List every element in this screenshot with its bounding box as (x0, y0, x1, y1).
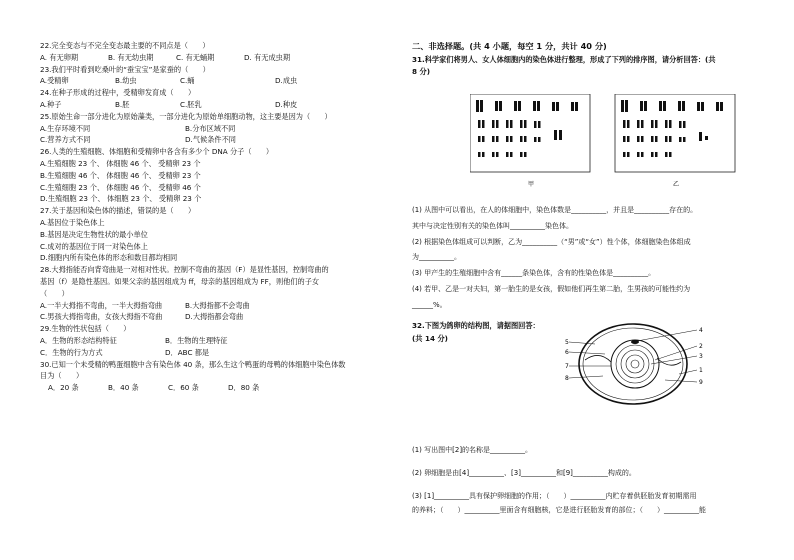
option: A. 有无卵期 (40, 52, 79, 62)
question-28-options-cd (40, 313, 390, 320)
left-column (40, 42, 390, 396)
question-23-options (40, 77, 390, 84)
q31-sub2b: 为__________。 (412, 253, 461, 262)
option: D.细胞内所有染色体的形态和数目都均相同 (40, 253, 178, 263)
egg-label-6: 6 (565, 349, 569, 356)
q31-sub4b: ______%。 (412, 300, 447, 309)
option: B.大拇指都不会弯曲 (185, 300, 250, 310)
q32-subquestions (412, 446, 764, 523)
q31-sub1: (1) 从图中可以看出，在人的体细胞中，染色体数是__________，并且是__________存在的。 (412, 206, 698, 214)
question-22: 22.完全变态与不完全变态最主要的不同点是（ ） (40, 41, 210, 50)
option: C.生殖细胞 23 个、 体细胞 46 个、 受精卵 46 个 (40, 182, 201, 192)
question-24-options (40, 101, 390, 108)
q31-sub4: (4) 若甲、乙是一对夫妇，第一胎生的是女孩，假如他们再生第二胎，生男孩的可能性约为 (412, 284, 691, 293)
q32-sub1: (1) 写出图中[2]的名称是__________。 (412, 446, 533, 454)
karyotype-label-b: 乙 (673, 181, 680, 188)
question-28-line2: 基因（f）是隐性基因。如果父亲的基因组成为 ff，母亲的基因组成为 FF，则他们的子女 (40, 276, 320, 286)
option: C.胚乳 (180, 99, 202, 109)
option: A.种子 (40, 99, 62, 109)
q31-subquestions (412, 206, 764, 317)
option: D.气候条件不同 (185, 135, 236, 145)
question-25-options-cd (40, 136, 390, 143)
option: D.成虫 (275, 76, 298, 86)
q31-sub1b: 其中与决定性别有关的染色体叫__________染色体。 (412, 221, 573, 230)
karyotype-label-a: 甲 (528, 181, 535, 188)
option: C.成对的基因位于同一对染色体上 (40, 241, 148, 251)
question-28-options-ab (40, 302, 390, 309)
question-24: 24.在种子形成的过程中，受精卵发育成（ ） (40, 88, 196, 98)
question-25-options-ab (40, 125, 390, 132)
egg-label-3: 3 (699, 353, 703, 360)
q32-sub2: (2) 卵细胞是由[4]__________、[3]__________和[9]__________构成的。 (412, 468, 636, 477)
question-29-options-ab (40, 337, 390, 344)
option: D.大拇指都会弯曲 (185, 312, 244, 322)
option: B. 有无幼虫期 (108, 52, 154, 62)
option: C.蛹 (180, 76, 195, 86)
option: B.生殖细胞 46 个、 体细胞 46 个、 受精卵 23 个 (40, 170, 201, 180)
egg-label-4: 4 (699, 327, 703, 334)
option: C．生物的行为方式 (40, 347, 103, 357)
egg-label-8: 8 (565, 375, 569, 382)
egg-labels-right (699, 327, 703, 386)
option: D. 有无成虫期 (244, 52, 291, 62)
question-31-line2: 8 分) (412, 67, 430, 76)
option: D．ABC 都是 (165, 347, 210, 357)
egg-labels-left (565, 339, 569, 382)
option: B．生物的生理特征 (165, 335, 228, 345)
question-30-options (40, 384, 390, 391)
option: B.分布区域不同 (185, 123, 236, 133)
option: B.基因是决定生物性状的最小单位 (40, 229, 148, 239)
option: A．生物的形态结构特征 (40, 335, 117, 345)
section-heading: 二、非选择题。(共 4 小题，每空 1 分，共计 40 分) (412, 41, 607, 51)
option: D.生殖细胞 23 个、 体细胞 23 个、 受精卵 23 个 (40, 194, 202, 204)
option: C.男孩大拇指弯曲，女孩大拇指不弯曲 (40, 312, 163, 322)
option: A.一半大拇指不弯曲，一半大拇指弯曲 (40, 300, 163, 310)
option: C．60 条 (168, 383, 199, 393)
option: A.生殖细胞 23 个、 体细胞 46 个、 受精卵 23 个 (40, 158, 201, 168)
question-28-line3: （ ） (40, 288, 69, 298)
question-28-line1: 28.大拇指能否向背弯曲是一对相对性状。控制不弯曲的基因（F）是显性基因，控制弯曲的 (40, 265, 329, 275)
question-27: 27.关于基因和染色体的描述，错误的是（ ） (40, 206, 196, 216)
option: B．40 条 (108, 383, 139, 393)
q31-sub3: (3) 甲产生的生殖细胞中含有______条染色体，含有的性染色体是__________。 (412, 269, 656, 277)
karyotype-box-b (615, 94, 735, 172)
egg-label-5: 5 (565, 339, 569, 346)
egg-label-2: 2 (699, 343, 703, 350)
question-26: 26.人类的生殖细胞、体细胞和受精卵中各含有多少个 DNA 分子（ ） (40, 147, 274, 157)
question-25: 25.原始生命一部分进化为原始藻类，一部分进化为原始单细胞动物，这主要是因为（ ） (40, 111, 332, 121)
egg-label-7: 7 (565, 363, 569, 370)
option: B.幼虫 (115, 76, 137, 86)
egg-label-1: 1 (699, 367, 703, 374)
egg-label-9: 9 (699, 379, 703, 386)
question-30-line2: 目为（ ） (40, 371, 84, 381)
option: A．20 条 (48, 383, 79, 393)
question-23: 23.我们平时看到吃桑叶的“蚕宝宝”是家蚕的（ ） (40, 64, 210, 74)
option: C. 有无蛹期 (176, 52, 215, 62)
question-29: 29.生物的性状包括（ ） (40, 324, 131, 334)
question-29-options-cd (40, 349, 390, 356)
option: D．80 条 (228, 383, 260, 393)
option: C.营养方式不同 (40, 135, 91, 145)
question-31-line1: 31.科学家们将男人、女人体细胞内的染色体进行整理，形成了下列的排序图，请分析回答：(共 (412, 55, 716, 65)
question-30-line1: 30.已知一个未受精的鸭蛋细胞中含有染色体 40 条，那么生这个鸭蛋的母鸭的体细胞中染色体数 (40, 359, 346, 369)
q31-sub2: (2) 根据染色体组成可以判断，乙为__________（“男”或“女”）性个体，体细胞染色体组成 (412, 237, 691, 246)
option: A.基因位于染色体上 (40, 217, 105, 227)
right-column (412, 42, 764, 80)
egg-structure-figure (565, 320, 715, 410)
question-32-line1: 32.下图为鸽卵的结构图，请据图回答： (412, 321, 540, 330)
option: D.种皮 (275, 99, 298, 109)
karyotype-box-a (470, 94, 590, 172)
question-32-line2: (共 14 分) (412, 334, 448, 344)
q32-sub3: (3) [1]__________具有保护卵细胞的作用；（ ）__________内贮存着供胚胎发育初期需用 (412, 491, 697, 500)
karyotype-figure (470, 94, 740, 190)
option: A.生存环境不同 (40, 123, 91, 133)
question-22-options (40, 54, 390, 61)
q32-sub3b: 的养料；（ ）__________里面含有细胞核，它是进行胚胎发育的部位；（ ）__________能 (412, 506, 706, 515)
option: B.胚 (115, 99, 130, 109)
option: A.受精卵 (40, 76, 69, 86)
